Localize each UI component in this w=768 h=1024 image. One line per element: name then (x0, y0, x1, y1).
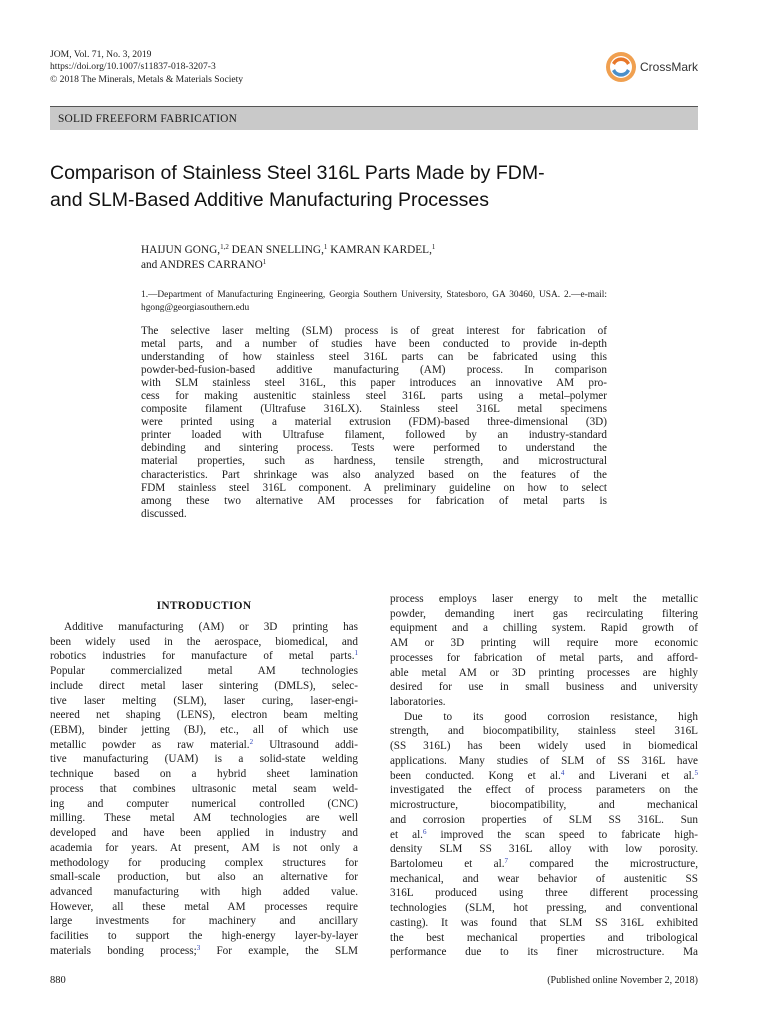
author-affiliation-mark: 1,2 (220, 243, 229, 251)
author-line (141, 243, 661, 258)
affiliation: 1.—Department of Manufacturing Engineering, Georgia Southern University, Statesboro, GA 30460, USA. 2.—e-mail: hgong@georgiasouthern.edu (141, 290, 607, 313)
body-line: density SLM SS 316L alloy with low porosity. (390, 843, 698, 856)
author-name: KAMRAN KARDEL, (330, 244, 432, 256)
body-line: tive manufacturing (UAM) is a solid-state welding (50, 753, 358, 766)
body-line: (SS 316L) has been widely used in biomedical (390, 740, 698, 753)
body-line: microstructure, biocompatibility, and mechanical (390, 799, 698, 812)
abstract-line: printer loaded with Ultrafuse filament, followed by an industry-standard (141, 429, 607, 442)
body-line: small-scale production, but also an alternative for (50, 871, 358, 884)
body-line: processes for fabrication of metal parts, and afford- (390, 651, 698, 664)
body-line: methodology for producing complex structures for (50, 856, 358, 869)
title-line: and SLM-Based Additive Manufacturing Processes (50, 189, 489, 211)
body-line: and corrosion properties of SLM SS 316L. Sun (390, 813, 698, 826)
body-line: casting). It was found that SLM SS 316L exhibited (390, 916, 698, 929)
body-line: process employs laser energy to melt the metallic (390, 593, 698, 605)
left-column (50, 592, 358, 959)
citation-link[interactable]: 2 (249, 737, 254, 746)
right-column (390, 592, 698, 960)
crossmark-badge[interactable] (605, 51, 698, 83)
body-line: advanced manufacturing with high added value. (50, 885, 358, 898)
body-line: Additive manufacturing (AM) or 3D printing has (64, 621, 358, 633)
body-line: technologies (SLM, hot pressing, and conventional (390, 902, 698, 915)
copyright-notice: © 2018 The Minerals, Metals & Materials Society (50, 73, 244, 85)
body-line: tive laser melting (SLM), laser curing, laser-engi- (50, 694, 358, 707)
publication-date: (Published online November 2, 2018) (547, 975, 698, 986)
body-text: For example, the SLM (200, 944, 358, 957)
citation-link[interactable]: 3 (196, 943, 201, 952)
author-list (141, 243, 661, 272)
body-line: strength, and biocompatibility, stainless steel 316L (390, 725, 698, 738)
body-line (50, 738, 358, 753)
body-line: Popular commercialized metal AM technologies (50, 665, 358, 678)
body-line: milling. These metal AM technologies are well (50, 812, 358, 825)
body-text: robotics industries for manufacture of metal parts. (50, 650, 355, 663)
journal-meta (50, 49, 243, 86)
body-line: academia for years. At present, AM is not only a (50, 841, 358, 854)
abstract-line: among these two alternative AM processes for fabrication of metal parts is (141, 494, 607, 507)
body-text: materials bonding process; (50, 944, 197, 957)
abstract-line: The selective laser melting (SLM) process is of great interest for fabrication of (141, 325, 607, 337)
article-title (50, 160, 690, 214)
citation-link[interactable]: 7 (504, 856, 509, 865)
body-text: and Liverani et al. (564, 769, 695, 782)
citation-link[interactable]: 5 (694, 768, 698, 777)
section-heading: INTRODUCTION (156, 600, 252, 612)
abstract-line: characteristics. Part shrinkage was also analyzed based on the features of the (141, 468, 607, 481)
author-line (141, 258, 661, 273)
body-line: powder, demanding inert gas recirculating filtering (390, 607, 698, 620)
body-text: been conducted. Kong et al. (390, 769, 561, 782)
author-name: DEAN SNELLING, (231, 244, 324, 256)
body-text: metallic powder as raw material. (50, 738, 250, 751)
body-line: 316L produced using three different processing (390, 887, 698, 900)
body-line: process that combines ultrasonic metal seam weld- (50, 782, 358, 795)
body-line: able metal AM or 3D printing processes are highly (390, 666, 698, 679)
body-line: Due to its good corrosion resistance, high (404, 710, 698, 723)
author-name: HAIJUN GONG, (141, 244, 221, 256)
abstract-line: understanding of how stainless steel 316L parts can be fabricated using this (141, 351, 607, 364)
abstract-line: with SLM stainless steel 316L, this paper introduces an innovative AM pro- (141, 377, 607, 390)
body-line: AM or 3D printing will require more economic (390, 637, 698, 650)
body-line: equipment and a chilling system. Rapid growth of (390, 622, 698, 635)
body-line: However, all these metal AM processes require (50, 900, 358, 913)
body-line: developed and have been applied in industry and (50, 827, 358, 840)
title-line: Comparison of Stainless Steel 316L Parts Made by FDM- (50, 162, 545, 184)
body-line (390, 769, 698, 784)
body-line: applications. Many studies of SLM of SS 316L have (390, 754, 698, 767)
citation-link[interactable]: 1 (354, 649, 358, 658)
body-line: mechanical, and wear behavior of austenitic SS (390, 872, 698, 885)
body-text: Bartolomeu et al. (390, 857, 505, 870)
abstract-line: discussed. (141, 507, 187, 520)
body-line: laboratories. (390, 696, 446, 709)
abstract-line: FDM stainless steel 316L component. A preliminary guideline on how to select (141, 481, 607, 494)
abstract-line: cess for making austenitic stainless steel 316L parts using a metal–polymer (141, 390, 607, 403)
body-line (390, 828, 698, 843)
journal-citation: JOM, Vol. 71, No. 3, 2019 (50, 49, 152, 60)
abstract-line: metal parts, and a number of studies have been conducted to provide in-depth (141, 338, 607, 351)
citation-link[interactable]: 4 (560, 768, 565, 777)
body-line: (EBM), binder jetting (BJ), etc., all of which use (50, 724, 358, 737)
author-name: and ANDRES CARRANO (141, 258, 263, 271)
abstract-line: were printed using a material extrusion (FDM)-based three-dimensional (3D) (141, 416, 607, 429)
doi-link[interactable]: https://doi.org/10.1007/s11837-018-3207-3 (50, 61, 216, 73)
body-text: improved the scan speed to fabricate high- (426, 828, 698, 841)
abstract-line: debinding and sintering process. Tests were performed to understand the (141, 442, 607, 455)
author-affiliation-mark: 1 (262, 257, 267, 266)
abstract-line: powder-bed-fusion-based additive manufacturing (AM) process. In comparison (141, 364, 607, 377)
abstract (141, 325, 607, 521)
body-line: ing and computer numerical controlled (CNC) (50, 797, 358, 810)
body-line: desired for use in small business and university (390, 681, 698, 694)
author-affiliation-mark: 1 (323, 243, 328, 251)
body-line (50, 649, 358, 664)
abstract-line: material properties, such as hardness, tensile strength, and microstructural (141, 455, 607, 468)
body-text: et al. (390, 828, 423, 841)
citation-link[interactable]: 6 (422, 827, 427, 836)
crossmark-label: CrossMark (640, 60, 699, 74)
page-number: 880 (50, 975, 66, 986)
body-line: performance due to its finer microstructure. Ma (390, 946, 698, 959)
body-line: facilities to support the high-energy layer-by-layer (50, 930, 358, 943)
abstract-line: composite filament (Ultrafuse 316LX). Stainless steel 316L metal specimens (141, 403, 607, 416)
section-banner: SOLID FREEFORM FABRICATION (50, 106, 698, 130)
body-text: compared the microstructure, (508, 857, 699, 870)
body-line: the best mechanical properties and tribological (390, 931, 698, 944)
body-line: investigated the effect of process parameters on the (390, 784, 698, 797)
body-line (390, 857, 698, 872)
body-line: large investments for machinery and ancillary (50, 915, 358, 928)
body-line: include direct metal laser sintering (DMLS), selec- (50, 679, 358, 692)
body-line (50, 944, 358, 959)
author-affiliation-mark: 1 (431, 243, 436, 251)
body-line: been widely used in the aerospace, biomedical, and (50, 635, 358, 648)
crossmark-icon (605, 51, 637, 83)
body-line: technique based on a hybrid sheet lamination (50, 768, 358, 781)
body-line: neered net shaping (LENS), electron beam melting (50, 709, 358, 722)
body-text: Ultrasound addi- (253, 738, 359, 751)
